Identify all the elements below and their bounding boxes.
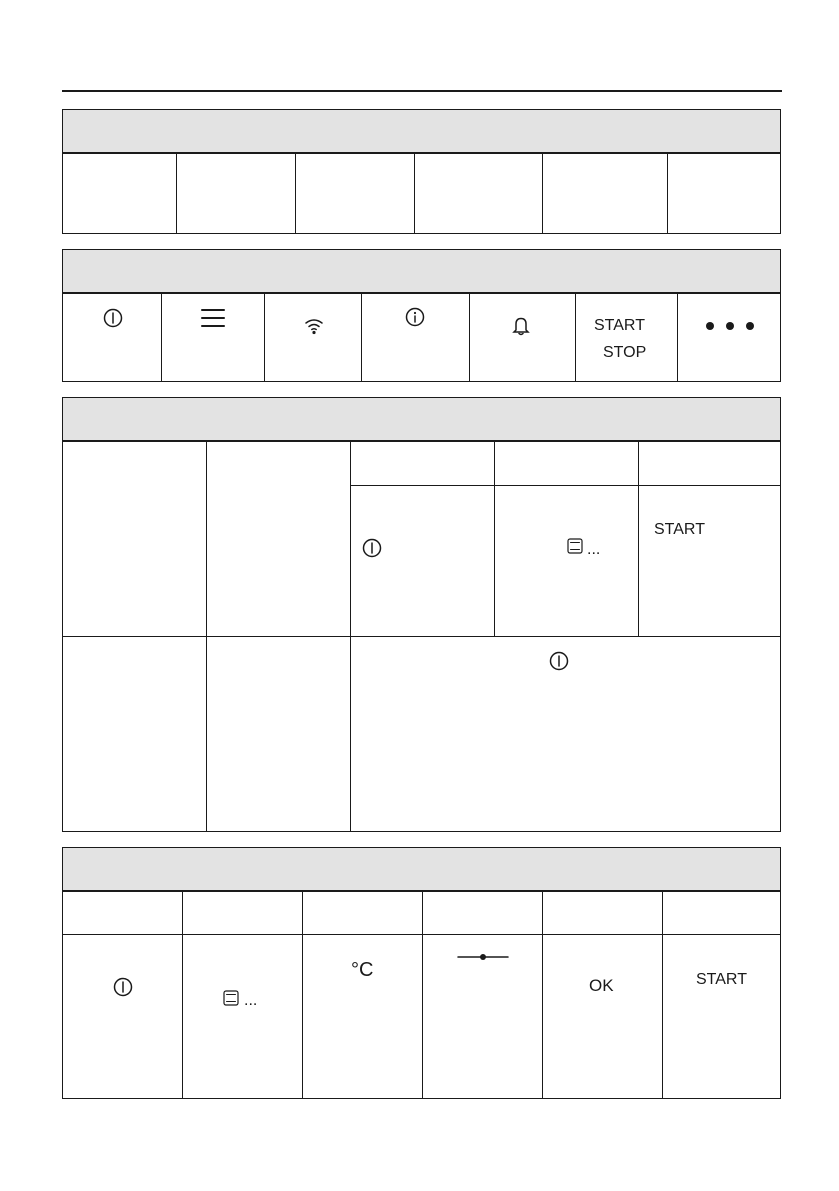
menu-icon bbox=[201, 308, 225, 328]
oven-function-icon bbox=[223, 990, 239, 1006]
start-label: START bbox=[654, 521, 705, 538]
ok-label: OK bbox=[589, 976, 614, 995]
slider-icon bbox=[457, 952, 509, 962]
info-icon bbox=[405, 307, 425, 327]
function-ellipsis: ... bbox=[587, 541, 601, 558]
power-icon bbox=[103, 308, 123, 328]
table-3-header bbox=[63, 398, 780, 442]
stop-label: STOP bbox=[603, 344, 647, 361]
table-1 bbox=[62, 109, 781, 234]
wifi-icon bbox=[304, 318, 324, 334]
table-4 bbox=[62, 847, 781, 1099]
function-ellipsis: ... bbox=[244, 992, 258, 1009]
table-4-header bbox=[63, 848, 780, 892]
oven-function-icon bbox=[567, 538, 583, 554]
power-icon bbox=[113, 977, 133, 997]
celsius-label: °C bbox=[351, 959, 374, 981]
start-label: START bbox=[594, 317, 645, 334]
table-2-header bbox=[63, 250, 780, 294]
top-rule bbox=[62, 90, 782, 92]
power-icon bbox=[362, 538, 382, 558]
table-2 bbox=[62, 249, 781, 382]
power-icon bbox=[549, 651, 569, 671]
start-label: START bbox=[696, 971, 747, 988]
table-3 bbox=[62, 397, 781, 832]
table-1-header bbox=[63, 110, 780, 154]
bell-icon bbox=[512, 316, 530, 336]
more-dots-icon bbox=[706, 321, 754, 331]
